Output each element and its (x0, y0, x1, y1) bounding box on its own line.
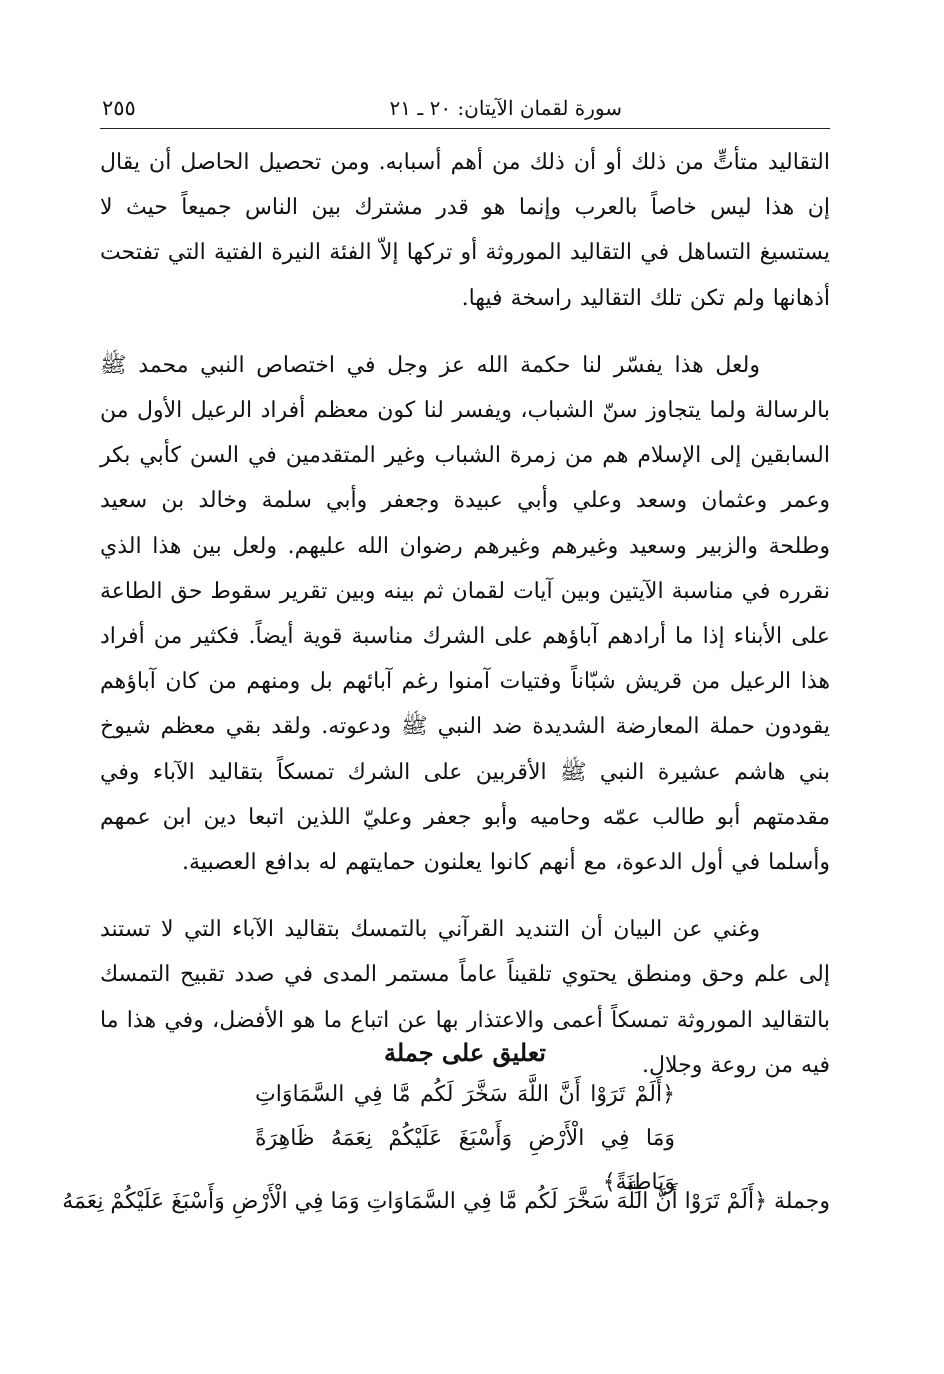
paragraph-1: التقاليد متأتٍّ من ذلك أو أن ذلك من أهم أسبابه. ومن تحصيل الحاصل أن يقال إن هذا ليس خاصاً بالعرب وإنما هو قدر مشترك بين الناس جميعاً حيث لا يستسيغ التساهل في التقاليد الموروثة أو تركها إلاّ الفئة النيرة الفتية التي تفتحت أذهانها ولم تكن تلك التقاليد راسخة فيها. (100, 150, 830, 311)
running-header (100, 92, 830, 129)
chapter-title: سورة لقمان الآيتان: ٢٠ ـ ٢١ (389, 96, 622, 120)
section-heading: تعليق على جملة (384, 1038, 546, 1067)
page-number: ٢٥٥ (102, 96, 136, 120)
book-page (62, 0, 831, 1374)
quran-verse: ﴿أَلَمْ تَرَوْا أَنَّ اللَّهَ سَخَّرَ لَكُم مَّا فِي السَّمَاوَاتِ وَمَا فِي الْأَرْضِ وَأَسْبَغَ عَلَيْكُمْ نِعَمَهُ ظَاهِرَةً وَبَاطِنَةً﴾ (255, 1082, 675, 1195)
paragraph-3: وغني عن البيان أن التنديد القرآني بالتمسك بتقاليد الآباء التي لا تستند إلى علم وحق ومنطق يحتوي تلقيناً عاماً مستمر المدى في صدد تقبيح التمسك بالتقاليد الموروثة تمسكاً أعمى والاعتذار بها عن اتباع ما هو الأفضل، وفي هذا ما فيه من روعة وجلال. (100, 917, 830, 1078)
paragraph-2: ولعل هذا يفسّر لنا حكمة الله عز وجل في اختصاص النبي محمد ﷺ بالرسالة ولما يتجاوز سنّ الشباب، ويفسر لنا كون معظم أفراد الرعيل الأول من السابقين إلى الإسلام هم من زمرة الشباب وغير المتقدمين في السن كأبي بكر وعمر وعثمان وسعد وعلي وأبي عبيدة وجعفر وأبي سلمة وخالد بن سعيد وطلحة والزبير وسعيد وغيرهم وغيرهم رضوان الله عليهم. ولعل بين هذا الذي نقرره في مناسبة الآيتين وبين آيات لقمان ثم بينه وبين تقرير سقوط حق الطاعة على الأبناء إذا ما أرادهم آباؤهم على الشرك مناسبة قوية أيضاً. فكثير من أفراد هذا الرعيل من قريش شبّاناً وفتيات آمنوا رغم آبائهم بل ومنهم من كان آباؤهم يقودون حملة المعارضة الشديدة ضد النبي ﷺ ودعوته. ولقد بقي معظم شيوخ بني هاشم عشيرة النبي ﷺ الأقربين على الشرك تمسكاً بتقاليد الآباء وفي مقدمتهم أبو طالب عمّه وحاميه وأبو جعفر وعليّ اللذين اتبعا دين ابن عمهم وأسلما في أول الدعوة، مع أنهم كانوا يعلنون حمايتهم له بدافع العصبية. (100, 352, 831, 876)
body-text (100, 140, 830, 1088)
commentary-text-start: وجملة ﴿أَلَمْ تَرَوْا أَنَّ اللَّهَ سَخَّرَ لَكُم مَّا فِي السَّمَاوَاتِ وَمَا فِي الْأَرْضِ وَأَسْبَغَ عَلَيْكُمْ نِعَمَهُ (62, 1189, 830, 1214)
